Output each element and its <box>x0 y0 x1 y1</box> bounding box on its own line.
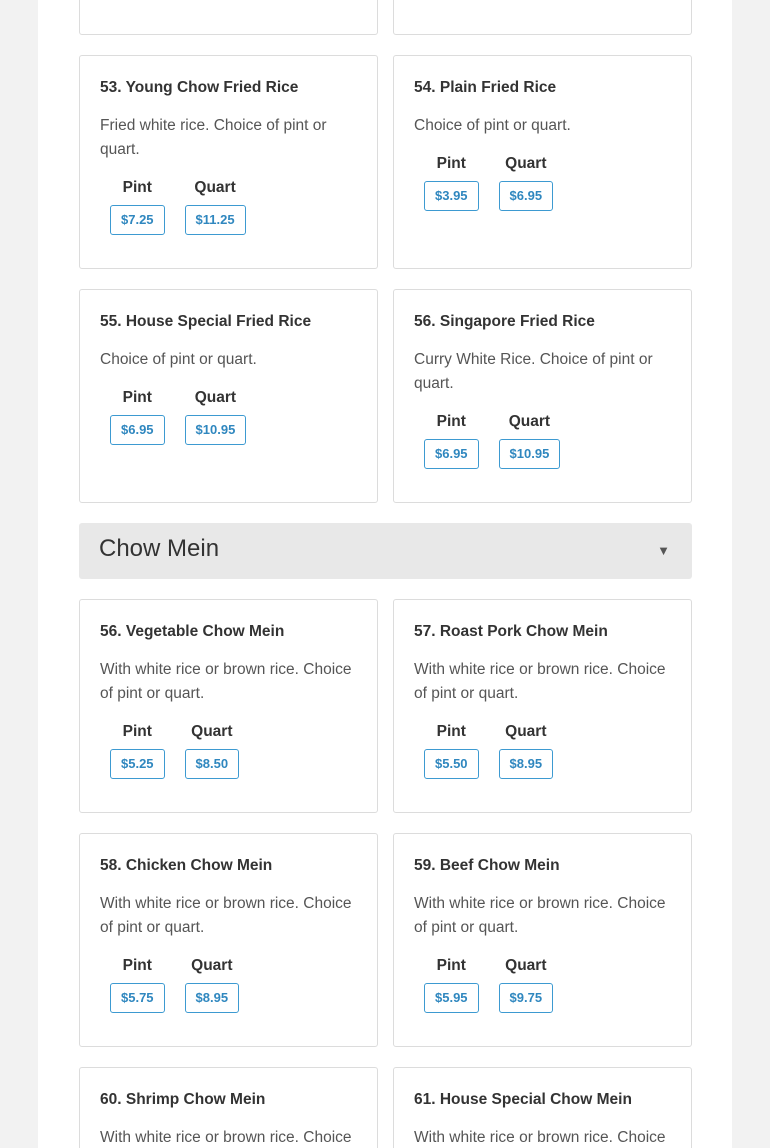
item-title: 56. Vegetable Chow Mein <box>100 623 285 640</box>
size-label: Pint <box>122 957 152 974</box>
section-header-chow-mein[interactable] <box>79 523 692 579</box>
price-button[interactable]: $5.25 <box>110 749 165 779</box>
price-button[interactable]: $11.25 <box>185 205 246 235</box>
item-description: Choice of pint or quart. <box>100 351 257 368</box>
size-label: Pint <box>436 413 466 430</box>
section-title: Chow Mein <box>99 535 220 562</box>
menu-item-card <box>393 0 692 35</box>
menu-item-card <box>393 1067 692 1148</box>
item-title: 56. Singapore Fried Rice <box>414 313 595 330</box>
item-description: With white rice or brown rice. Choice of pint or quart. <box>100 661 352 702</box>
price-option-quart <box>185 177 246 235</box>
menu-item-card <box>79 599 378 813</box>
menu-item-card <box>393 599 692 813</box>
price-option-quart <box>185 387 247 445</box>
price-option-pint <box>110 721 165 779</box>
price-button[interactable]: $7.25 <box>110 205 165 235</box>
size-label: Pint <box>122 179 152 196</box>
price-button[interactable]: $8.95 <box>185 983 240 1013</box>
item-title: 59. Beef Chow Mein <box>414 857 560 874</box>
price-button[interactable]: $5.95 <box>424 983 479 1013</box>
item-description: Choice of pint or quart. <box>414 117 571 134</box>
price-options <box>110 955 239 1013</box>
price-button[interactable]: $3.95 <box>424 181 479 211</box>
price-options <box>424 411 560 469</box>
price-option-pint <box>110 955 165 1013</box>
size-label: Pint <box>122 723 152 740</box>
price-options <box>424 721 553 779</box>
price-options <box>110 177 246 235</box>
menu-item-card <box>393 55 692 269</box>
menu-item-card <box>79 1067 378 1148</box>
menu-item-card <box>79 55 378 269</box>
size-label: Quart <box>191 957 233 974</box>
item-title: 54. Plain Fried Rice <box>414 79 557 96</box>
item-description: With white rice or brown rice. Choice of pint or quart. <box>414 895 666 936</box>
price-button[interactable]: $9.75 <box>499 983 554 1013</box>
price-button[interactable]: $10.95 <box>499 439 561 469</box>
item-title: 57. Roast Pork Chow Mein <box>414 623 608 640</box>
price-button[interactable]: $6.95 <box>110 415 165 445</box>
price-option-quart <box>499 721 554 779</box>
price-options <box>110 387 246 445</box>
price-options <box>424 955 553 1013</box>
price-option-pint <box>424 153 479 211</box>
size-label: Quart <box>194 179 236 196</box>
item-title: 60. Shrimp Chow Mein <box>100 1091 266 1108</box>
item-description: With white rice or brown rice. Choice <box>100 1129 352 1146</box>
price-option-pint <box>424 721 479 779</box>
price-options <box>110 721 239 779</box>
size-label: Quart <box>505 723 547 740</box>
size-label: Quart <box>505 957 547 974</box>
item-title: 55. House Special Fried Rice <box>100 313 312 330</box>
price-option-quart <box>499 955 554 1013</box>
menu-page <box>38 0 732 1148</box>
price-option-quart <box>499 411 561 469</box>
item-title: 61. House Special Chow Mein <box>414 1091 632 1108</box>
price-button[interactable]: $10.95 <box>185 415 247 445</box>
size-label: Quart <box>505 155 547 172</box>
size-label: Quart <box>191 723 233 740</box>
size-label: Quart <box>508 413 551 430</box>
menu-item-card <box>79 833 378 1047</box>
menu-item-card <box>79 0 378 35</box>
price-button[interactable]: $6.95 <box>499 181 554 211</box>
size-label: Pint <box>436 723 466 740</box>
price-option-quart <box>499 153 554 211</box>
price-options <box>424 153 553 211</box>
size-label: Pint <box>436 155 466 172</box>
item-description: With white rice or brown rice. Choice <box>414 1129 666 1146</box>
size-label: Quart <box>194 389 237 406</box>
menu-item-card <box>393 833 692 1047</box>
item-description: With white rice or brown rice. Choice of pint or quart. <box>414 661 666 702</box>
price-button[interactable]: $8.50 <box>185 749 240 779</box>
item-description: With white rice or brown rice. Choice of pint or quart. <box>100 895 352 936</box>
item-title: 58. Chicken Chow Mein <box>100 857 273 874</box>
item-description: Curry White Rice. Choice of pint or quart. <box>414 351 653 392</box>
menu-item-card <box>79 289 378 503</box>
menu-item-card <box>393 289 692 503</box>
price-option-pint <box>110 387 165 445</box>
item-description: Fried white rice. Choice of pint or quart. <box>100 117 327 158</box>
price-button[interactable]: $5.50 <box>424 749 479 779</box>
price-option-pint <box>110 177 165 235</box>
price-button[interactable]: $5.75 <box>110 983 165 1013</box>
size-label: Pint <box>122 389 152 406</box>
price-option-quart <box>185 955 240 1013</box>
size-label: Pint <box>436 957 466 974</box>
price-option-quart <box>185 721 240 779</box>
price-button[interactable]: $6.95 <box>424 439 479 469</box>
chevron-down-icon[interactable]: ▼ <box>657 543 670 558</box>
price-option-pint <box>424 955 479 1013</box>
item-title: 53. Young Chow Fried Rice <box>100 79 299 96</box>
price-option-pint <box>424 411 479 469</box>
price-button[interactable]: $8.95 <box>499 749 554 779</box>
